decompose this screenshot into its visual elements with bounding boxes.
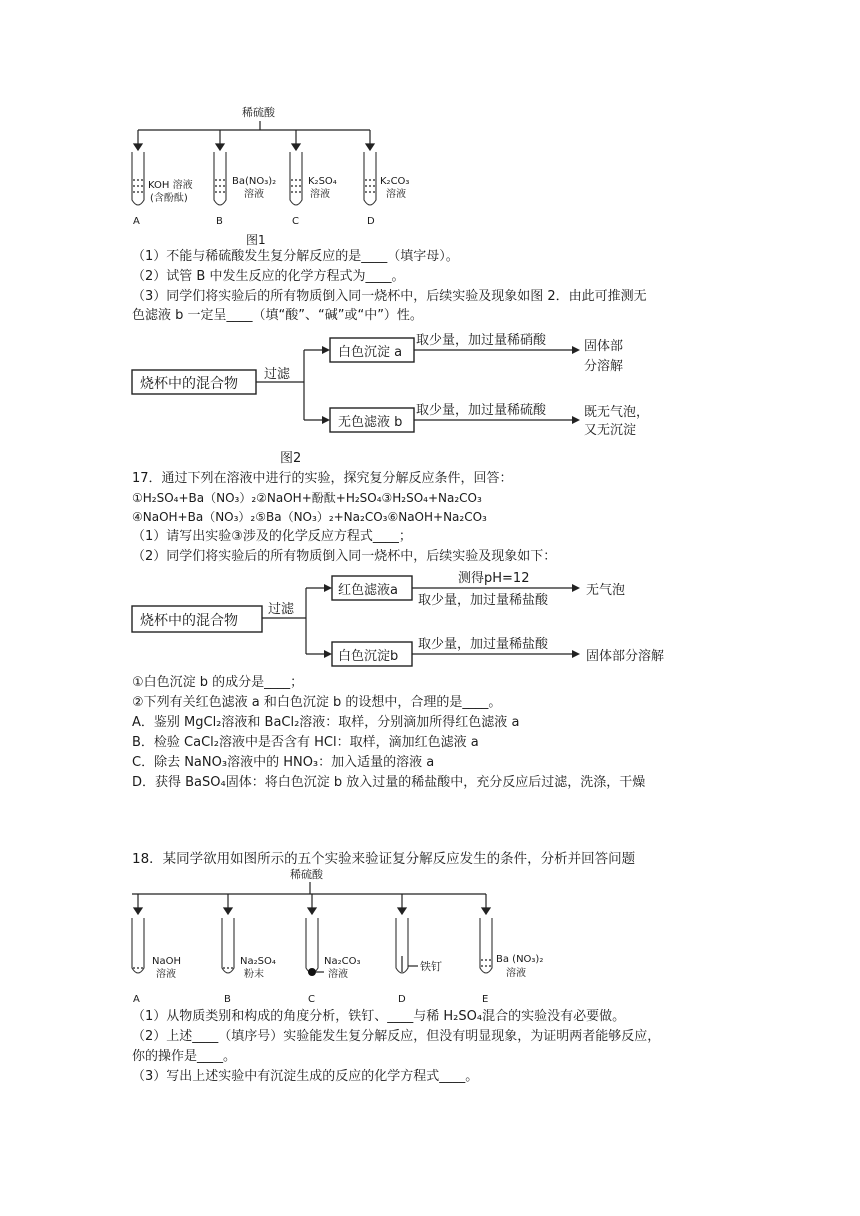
operation-bottom: 取少量，加过量稀硫酸 xyxy=(416,403,547,418)
tube-2-c-letter: C xyxy=(308,994,315,1005)
white-precipitate-a: 白色沉淀 a xyxy=(338,345,403,360)
test-tube-b xyxy=(214,152,276,227)
q18-part2: （2）上述____（填序号）实验能发生复分解反应，但没有明显现象，为证明两者能够反应， xyxy=(132,1029,661,1044)
result-top-line1: 固体部 xyxy=(584,339,624,354)
tube-2-b-letter: B xyxy=(224,994,231,1005)
q17-part1: （1）请写出实验③涉及的化学反应方程式____； xyxy=(132,529,412,544)
mixture-label: 烧杯中的混合物 xyxy=(140,376,238,392)
tube-d-label: K₂CO₃ xyxy=(380,176,410,187)
tube-a-letter: A xyxy=(133,216,140,227)
operation-top: 取少量，加过量稀硝酸 xyxy=(416,333,547,348)
q17-sub1: ①白色沉淀 b 的成分是____； xyxy=(132,675,304,690)
tube-2-e-sublabel: 溶液 xyxy=(506,968,526,979)
result-top-line2: 分溶解 xyxy=(584,359,624,374)
fig2-caption: 图2 xyxy=(280,451,302,466)
tube-a-label: KOH 溶液 xyxy=(148,180,193,191)
result-bottom-2: 固体部分溶解 xyxy=(586,649,665,664)
mixture-label-2: 烧杯中的混合物 xyxy=(140,613,238,629)
tube-2-d xyxy=(396,918,442,1005)
tube-a-sublabel: (含酚酞) xyxy=(150,193,188,204)
tube-2-c xyxy=(306,918,360,1005)
tube-2-b xyxy=(222,918,276,1005)
fig1-caption: 图1 xyxy=(246,233,266,247)
tube-c-label: K₂SO₄ xyxy=(308,176,337,187)
tube-d-sublabel: 溶液 xyxy=(386,189,406,200)
test-tube-c xyxy=(290,152,337,227)
result-bottom-line1: 既无气泡， xyxy=(584,405,650,420)
tube-2-e-label: Ba (NO₃)₂ xyxy=(496,954,544,965)
tube-2-c-label: Na₂CO₃ xyxy=(324,956,361,967)
q17-option-a: A．鉴别 MgCl₂溶液和 BaCl₂溶液：取样，分别滴加所得红色滤液 a xyxy=(132,715,520,730)
fig1-top-label: 稀硫酸 xyxy=(242,106,275,119)
tube-2-a-letter: A xyxy=(133,994,140,1005)
q17-reactions-row2: ④NaOH+Ba（NO₃）₂⑤Ba（NO₃）₂+Na₂CO₃⑥NaOH+Na₂CO₃ xyxy=(132,510,487,524)
q17-option-d: D．获得 BaSO₄固体：将白色沉淀 b 放入过量的稀盐酸中，充分反应后过滤，洗涤，干燥 xyxy=(132,775,646,790)
tube-2-b-sublabel: 粉末 xyxy=(244,969,264,980)
q16-part3: （3）同学们将实验后的所有物质倒入同一烧杯中，后续实验及现象如图 2．由此可推测无 xyxy=(132,289,647,304)
test-tube-a xyxy=(132,152,193,227)
white-precipitate-b: 白色沉淀b xyxy=(338,649,399,664)
colorless-filtrate-b: 无色滤液 b xyxy=(338,415,403,430)
q17-option-c: C．除去 NaNO₃溶液中的 HNO₃：加入适量的溶液 a xyxy=(132,755,435,770)
q18-part1: （1）从物质类别和构成的角度分析，铁钉、____与稀 H₂SO₄混合的实验没有必要做。 xyxy=(132,1009,626,1024)
result-top-2: 无气泡 xyxy=(586,583,626,598)
tube-2-a xyxy=(132,918,181,1005)
q18-part2-cont: 你的操作是____。 xyxy=(132,1049,237,1064)
figure-2 xyxy=(128,330,688,470)
q16-part2: （2）试管 B 中发生反应的化学方程式为____。 xyxy=(132,269,405,284)
filter-label-2: 过滤 xyxy=(268,602,295,617)
figure-1 xyxy=(120,100,440,260)
q16-part3-cont: 色滤液 b 一定呈____（填“酸”、“碱”或“中”）性。 xyxy=(132,308,423,323)
q18-part3: （3）写出上述实验中有沉淀生成的反应的化学方程式____。 xyxy=(132,1069,479,1084)
tube-2-e xyxy=(480,918,543,1005)
tube-2-d-letter: D xyxy=(398,994,406,1005)
operation-top-below: 取少量，加过量稀盐酸 xyxy=(418,593,549,608)
q17-option-b: B．检验 CaCl₂溶液中是否含有 HCl：取样，滴加红色滤液 a xyxy=(132,735,479,750)
test-tube-d xyxy=(364,152,409,227)
tube-b-sublabel: 溶液 xyxy=(244,189,264,200)
operation-bottom-2: 取少量，加过量稀盐酸 xyxy=(418,637,549,652)
q16-part1: （1）不能与稀硫酸发生复分解反应的是____（填字母）。 xyxy=(132,249,459,264)
tube-c-sublabel: 溶液 xyxy=(310,189,330,200)
tube-b-label: Ba(NO₃)₂ xyxy=(232,176,277,187)
tube-c-letter: C xyxy=(292,216,299,227)
result-bottom-line2: 又无沉淀 xyxy=(584,423,637,438)
tube-2-a-sublabel: 溶液 xyxy=(156,969,176,980)
q18-stem: 18．某同学欲用如图所示的五个实验来验证复分解反应发生的条件，分析并回答问题 xyxy=(132,851,636,867)
tube-2-b-label: Na₂SO₄ xyxy=(240,956,276,967)
fig4-top-label: 稀硫酸 xyxy=(290,868,323,881)
operation-top-above: 测得pH=12 xyxy=(458,571,530,586)
q17-part2: （2）同学们将实验后的所有物质倒入同一烧杯中，后续实验及现象如下： xyxy=(132,549,557,564)
red-filtrate-a: 红色滤液a xyxy=(338,583,398,598)
tube-d-letter: D xyxy=(367,216,375,227)
tube-2-e-letter: E xyxy=(482,994,489,1005)
q17-sub2: ②下列有关红色滤液 a 和白色沉淀 b 的设想中，合理的是____。 xyxy=(132,695,502,710)
figure-3 xyxy=(128,568,708,678)
tube-2-d-label: 铁钉 xyxy=(420,960,442,973)
q17-stem: 17．通过下列在溶液中进行的实验，探究复分解反应条件，回答： xyxy=(132,471,513,486)
q17-reactions-row1: ①H₂SO₄+Ba（NO₃）₂②NaOH+酚酞+H₂SO₄③H₂SO₄+Na₂CO₃ xyxy=(132,491,482,505)
figure-4 xyxy=(120,864,544,1014)
filter-label: 过滤 xyxy=(264,367,291,382)
tube-2-a-label: NaOH xyxy=(152,956,181,967)
tube-b-letter: B xyxy=(216,216,223,227)
tube-2-c-sublabel: 溶液 xyxy=(328,969,348,980)
